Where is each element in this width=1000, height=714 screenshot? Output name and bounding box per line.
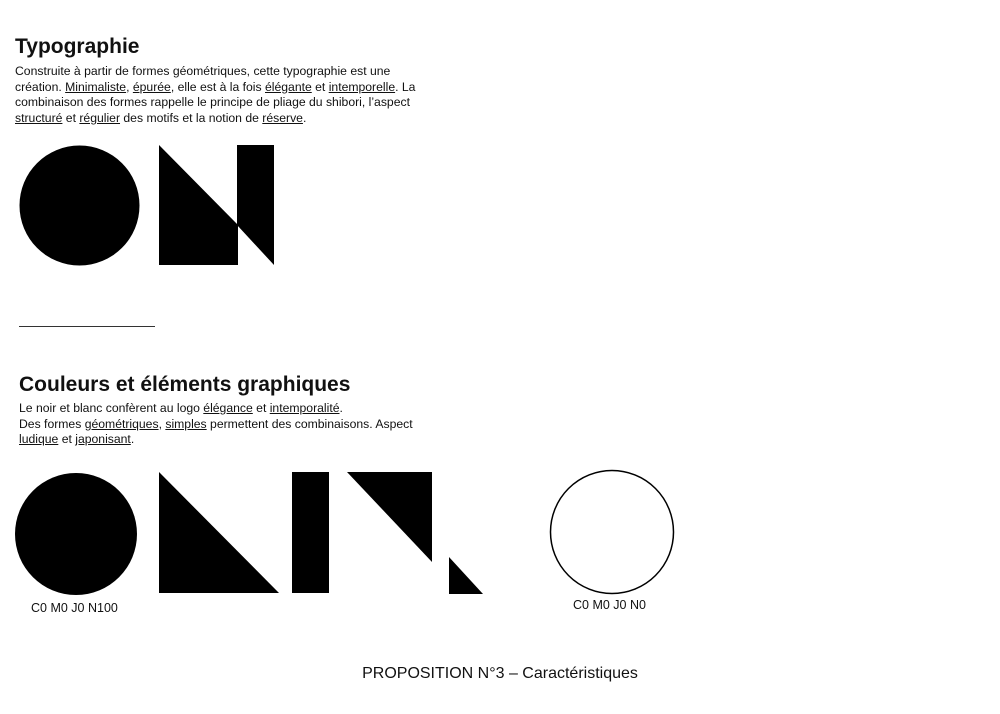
vertical-bar-shape xyxy=(292,472,329,593)
keyword-elegante: élégante xyxy=(265,79,312,94)
text-segment: , xyxy=(158,416,166,431)
text-segment: . xyxy=(302,110,307,125)
keyword-simples: simples xyxy=(165,416,207,431)
typography-line-4 xyxy=(15,111,455,127)
keyword-ludique: ludique xyxy=(19,432,59,446)
keyword-reserve: réserve xyxy=(262,110,303,125)
typography-line-2 xyxy=(15,80,455,96)
right-triangle-shape xyxy=(159,472,279,593)
text-segment: création. xyxy=(15,79,66,94)
typography-line-3: combinaison des formes rappelle le principe de pliage du shibori, l’aspect xyxy=(15,95,410,109)
text-segment: Le noir et blanc confèrent au logo xyxy=(19,401,204,415)
vertical-bar-element xyxy=(292,472,330,594)
keyword-elegance: élégance xyxy=(203,401,253,415)
page-footer: PROPOSITION N°3 – Caractéristiques xyxy=(362,665,638,682)
section-divider xyxy=(19,326,155,327)
white-swatch-label: C0 M0 J0 N0 xyxy=(573,598,646,612)
letter-n-left-triangle xyxy=(159,145,238,265)
colors-line-2 xyxy=(19,417,459,433)
text-segment: des motifs et la notion de xyxy=(120,110,263,125)
letter-o-glyph xyxy=(19,145,140,266)
black-circle-shape xyxy=(15,473,137,595)
letter-n-right-stem xyxy=(237,145,274,265)
keyword-japonisant: japonisant xyxy=(75,432,131,446)
typography-description xyxy=(15,64,455,126)
text-segment: et xyxy=(252,401,270,415)
colors-line-3 xyxy=(19,432,459,448)
white-circle-shape xyxy=(551,471,674,594)
text-segment: . xyxy=(130,432,135,446)
colors-description xyxy=(19,401,459,448)
keyword-intemporalite: intemporalité xyxy=(269,401,340,415)
small-triangle-shape xyxy=(449,557,483,594)
text-segment: et xyxy=(58,432,76,446)
text-segment: et xyxy=(311,79,329,94)
black-swatch-label: C0 M0 J0 N100 xyxy=(31,601,118,615)
colors-section-title: Couleurs et éléments graphiques xyxy=(19,373,351,396)
text-segment: , xyxy=(126,79,133,94)
right-triangle-element xyxy=(159,472,280,594)
text-segment: permettent des combinaisons. Aspect xyxy=(206,416,413,431)
keyword-geometriques: géométriques xyxy=(84,416,159,431)
text-segment: et xyxy=(62,110,80,125)
text-segment: , elle est à la fois xyxy=(170,79,265,94)
keyword-regulier: régulier xyxy=(79,110,121,125)
text-segment: . La xyxy=(395,79,416,94)
keyword-intemporelle: intemporelle xyxy=(328,79,396,94)
inverted-triangle-shape xyxy=(347,472,432,562)
keyword-epuree: épurée xyxy=(132,79,171,94)
text-segment: Des formes xyxy=(19,416,85,431)
letter-n-glyph xyxy=(159,145,275,266)
keyword-minimaliste: Minimaliste xyxy=(65,79,127,94)
letter-o-circle xyxy=(20,146,140,266)
keyword-structure: structuré xyxy=(15,110,63,125)
black-circle-swatch xyxy=(14,472,138,596)
colors-line-1 xyxy=(19,401,459,417)
typography-title: Typographie xyxy=(15,35,140,58)
typography-line-1: Construite à partir de formes géométriques, cette typographie est une xyxy=(15,64,391,78)
white-circle-swatch xyxy=(549,469,675,595)
small-triangle-element xyxy=(449,557,485,595)
inverted-triangle-element xyxy=(347,472,433,564)
text-segment: . xyxy=(339,401,343,415)
